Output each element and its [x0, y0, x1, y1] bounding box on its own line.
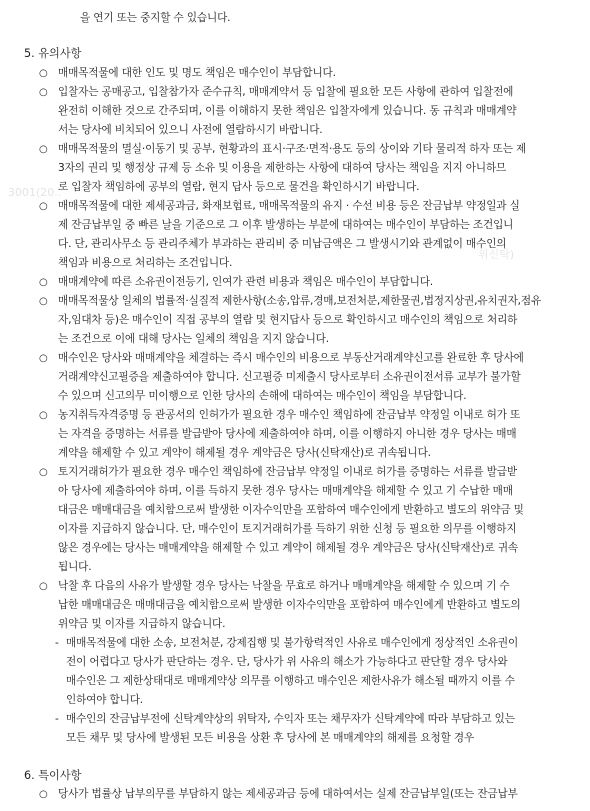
bullet-text: 매매목적물상 일체의 법률적·실질적 제한사항(소송,압류,경매,보전처분,제한물권,법정지상권,유치권자,점유 — [58, 295, 542, 307]
bullet-text: 매매목적물에 대한 인도 및 명도 책임은 매수인이 부담합니다. — [58, 67, 336, 79]
sub-item-text: 매매목적물에 대한 소송, 보전처분, 강제집행 및 불가항력적인 사유로 매수인에게 정상적인 소유권이 — [66, 637, 519, 649]
bullet-text: 않은 경우에는 당사는 매매계약을 해제할 수 있고 계약이 해제될 경우 계약금은 당사(신탁재산)로 귀속 — [58, 542, 518, 554]
bullet-text: 서는 당사에 비치되어 있으니 사전에 열람하시기 바랍니다. — [58, 124, 323, 136]
section-6-heading: 6. 특이사항 — [24, 769, 82, 782]
bullet-text: 는 자격을 증명하는 서류를 발급받아 당사에 제출하여야 하며, 이를 이행하지 아니한 경우 당사는 매매 — [58, 428, 517, 440]
bullet-text: 는 조건으로 이에 대해 당사는 일체의 책임을 지지 않습니다. — [58, 333, 329, 345]
bullet-icon: ○ — [39, 789, 48, 800]
bullet-icon: ○ — [39, 581, 48, 592]
bullet-text: 위약금 및 이자를 지급하지 않습니다. — [58, 618, 226, 630]
bullet-icon: ○ — [39, 353, 48, 364]
bullet-icon: ○ — [39, 87, 48, 98]
bullet-text: 토지거래허가가 필요한 경우 매수인 책임하에 잔금납부 약정일 이내로 허가를 증명하는 서류를 발급받 — [58, 466, 517, 478]
bullet-text: 매수인은 당사와 매매계약을 체결하는 즉시 매수인의 비용으로 부동산거래계약신고를 완료한 후 당사에 — [58, 352, 524, 364]
bullet-text: 제 잔금납부일 중 빠른 날을 기준으로 그 이후 발생하는 부분에 대하여는 매수인이 부담하는 조건입니 — [58, 219, 514, 231]
bullet-text: 완전히 이해한 것으로 간주되며, 이를 이해하지 못한 책임은 입찰자에게 있습니다. 동 규칙과 매매계약 — [58, 105, 517, 117]
bullet-icon: ○ — [39, 68, 48, 79]
bullet-text: 입찰자는 공매공고, 입찰참가자 준수규칙, 매매계약서 등 입찰에 필요한 모든 사항에 관하여 입찰전에 — [58, 86, 514, 98]
lead-fragment: 을 연기 또는 중지할 수 있습니다. — [80, 12, 231, 24]
dash-icon: - — [55, 713, 59, 725]
bullet-text: 농지취득자격증명 등 관공서의 인허가가 필요한 경우 매수인 책임하에 잔금납부 약정일 이내로 허가 또 — [58, 409, 521, 421]
bullet-text: 당사가 법률상 납부의무를 부담하지 않는 제세공과금 등에 대하여서는 실제 잔금납부일(또는 잔금납부 — [58, 788, 518, 800]
bullet-text: 로 입찰자 책임하에 공부의 열람, 현지 답사 등으로 물건을 확인하시기 바랍니다. — [58, 181, 420, 193]
bullet-icon: ○ — [39, 144, 48, 155]
bullet-text: 3자의 권리 및 행정상 규제 등 소유 및 이용을 제한하는 사항에 대하여 당사는 책임을 지지 아니하므 — [58, 162, 507, 174]
bullet-text: 매매계약에 따른 소유권이전등기, 인여가 관련 비용과 책임은 매수인이 부담합니다. — [58, 276, 434, 288]
bullet-icon: ○ — [39, 410, 48, 421]
bullet-text: 이자를 지급하지 않습니다. 단, 매수인이 토지거래허가를 득하기 위한 신청 등 필요한 의무를 이행하지 — [58, 523, 517, 535]
bullet-text: 됩니다. — [58, 561, 92, 573]
bullet-text: 매매목적물에 대한 제세공과금, 화재보험료, 매매목적물의 유지 · 수선 비용 등은 잔금납부 약정일과 실 — [58, 200, 520, 212]
bullet-icon: ○ — [39, 277, 48, 288]
bullet-text: 아 당사에 제출하여야 하며, 이를 득하지 못한 경우 당사는 매매계약을 해제할 수 있고 기 수납한 매매 — [58, 485, 513, 497]
bullet-text: 납한 매매대금은 매매대금을 예치함으로써 발생한 이자수익만을 포함하여 매수인에게 반환하고 별도의 — [58, 599, 521, 611]
sub-item-text: 전이 어렵다고 당사가 판단하는 경우. 단, 당사가 위 사유의 해소가 가능하다고 판단할 경우 당사와 — [66, 656, 508, 668]
bullet-text: 계약을 해제할 수 있고 계약이 해제될 경우 계약금은 당사(신탁재산)로 귀속됩니다. — [58, 447, 431, 459]
watermark-text: 3001(20.. — [8, 186, 62, 199]
sub-item-text: 매수인의 잔금납부전에 신탁계약상의 위탁자, 수익자 또는 채무자가 신탁계약에 따라 부담하고 있는 — [66, 713, 515, 725]
bullet-text: 다. 단, 관리사무소 등 관리주체가 부과하는 관리비 중 미납금액은 그 발생시기와 관계없이 매수인의 — [58, 238, 507, 250]
bullet-text: 대금은 매매대금을 예치함으로써 발생한 이자수익만을 포함하여 매수인에게 반환하고 별도의 위약금 및 — [58, 504, 524, 516]
dash-icon: - — [55, 637, 59, 649]
bullet-icon: ○ — [39, 296, 48, 307]
bullet-text: 거래계약신고필증을 제출하여야 합니다. 신고필증 미제출시 당사로부터 소유권이전서류 교부가 불가할 — [58, 371, 521, 383]
bullet-text: 낙찰 후 다음의 사유가 발생할 경우 당사는 낙찰을 무효로 하거나 매매계약을 해제할 수 있으며 기 수 — [58, 580, 510, 592]
bullet-text: 매매목적물의 멸실·이동기 및 공부, 현황과의 표시·구조·면적·용도 등의 상이와 기타 물리적 하자 또는 제 — [58, 143, 527, 155]
sub-item-text: 매수인은 그 제한상태대로 매매계약상 의무를 이행하고 매수인은 제한사유가 해소될 때까지 이를 수 — [66, 675, 515, 687]
bullet-icon: ○ — [39, 467, 48, 478]
watermark-text: 위신탁) — [478, 248, 515, 261]
sub-item-text: 모든 채무 및 당사에 발생된 모든 비용을 상환 후 당사에 본 매매계약의 해제를 요청할 경우 — [66, 732, 475, 744]
bullet-text: 책임과 비용으로 처리하는 조건입니다. — [58, 257, 233, 269]
bullet-text: 자,임대차 등)은 매수인이 직접 공부의 열람 및 현지답사 등으로 확인하시고 매수인의 책임으로 처리하 — [58, 314, 518, 326]
bullet-text: 수 있으며 신고의무 미이행으로 인한 당사의 손해에 대하여는 매수인이 책임을 부담합니다. — [58, 390, 467, 402]
bullet-icon: ○ — [39, 201, 48, 212]
section-5-heading: 5. 유의사항 — [24, 47, 82, 60]
sub-item-text: 인하여야 합니다. — [66, 694, 144, 706]
